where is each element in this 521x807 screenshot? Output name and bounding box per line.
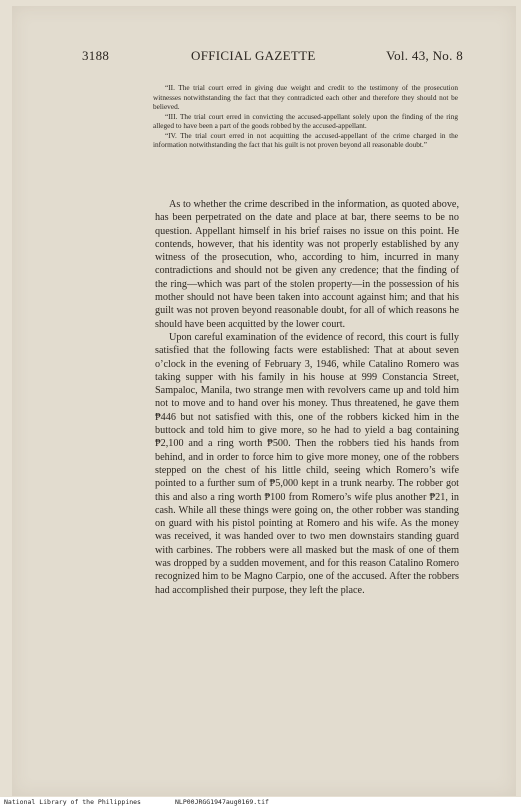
scan-filename: NLP00JRGG1947aug0169.tif	[175, 798, 269, 806]
publication-title: OFFICIAL GAZETTE	[191, 48, 316, 63]
error-iii: “III. The trial court erred in convicting the accused-appellant solely upon the finding of the ring alleged to have been a part of the goods robbed by the accused-appellant.	[153, 111, 458, 130]
error-iv: “IV. The trial court erred in not acquitting the accused-appellant of the crime charged in the information notwithstanding the fact that his guilt is not proven beyond all reasonable doubt.”	[153, 130, 458, 149]
scan-footer	[0, 797, 521, 807]
page-number: 3188	[82, 48, 110, 63]
quoted-assignments-of-error	[153, 83, 458, 150]
gazette-page	[12, 6, 516, 796]
library-credit: National Library of the Philippines	[4, 798, 141, 806]
paragraph-identity-issue: As to whether the crime described in the information, as quoted above, has been perpetrated on the date and place at bar, there seems to be no question. Appellant himself in his brief raises no issue on this point. He contends, however, that his identity was not properly established by any witness of the prosecution, who, according to him, incurred in many contradictions and should not be given any credence; that the finding of the ring—which was part of the stolen property—in the possession of his mother should not have been taken into account against him; and that his guilt was not proven beyond reasonable doubt, for all of which reasons he should have been acquitted by the lower court.	[155, 199, 459, 330]
error-ii: “II. The trial court erred in giving due weight and credit to the testimony of the prosecution witnesses notwithstanding the fact that they contradicted each other and therefore they should not be believed.	[153, 83, 458, 111]
page-header	[82, 48, 463, 68]
decision-body	[155, 198, 459, 597]
volume-number: Vol. 43, No. 8	[386, 48, 463, 63]
paragraph-facts-established: Upon careful examination of the evidence of record, this court is fully satisfied that the following facts were established: That at about seven o’clock in the evening of February 3, 1946, while Catalino Romero was taking supper with his family in his house at 999 Constancia Street, Sampaloc, Manila, two strange men with revolvers came up and told him not to move and to hand over his money. Thus threatened, he gave them ₱446 but not satisfied with this, one of the robbers kicked him in the buttock and told him to give more, so he had to yield a bag containing ₱2,100 and a ring worth ₱500. Then the robbers tied his hands from behind, and in order to force him to give more money, one of the robbers stepped on the chest of his little child, seeing which Romero’s wife pointed to a further sum of ₱5,000 kept in a trunk nearby. The robber got this and also a ring worth ₱100 from Romero’s wife plus another ₱21, in cash. While all these things were going on, the other robber was standing on guard with his pistol pointing at Romero and his wife. As the money was received, it was handed over to two men downstairs standing guard with carbines. The robbers were all masked but the mask of one of them was dropped by a sudden movement, and for this reason Catalino Romero recognized him to be Magno Carpio, one of the accused. After the robbers had accomplished their purpose, they left the place.	[155, 331, 459, 596]
